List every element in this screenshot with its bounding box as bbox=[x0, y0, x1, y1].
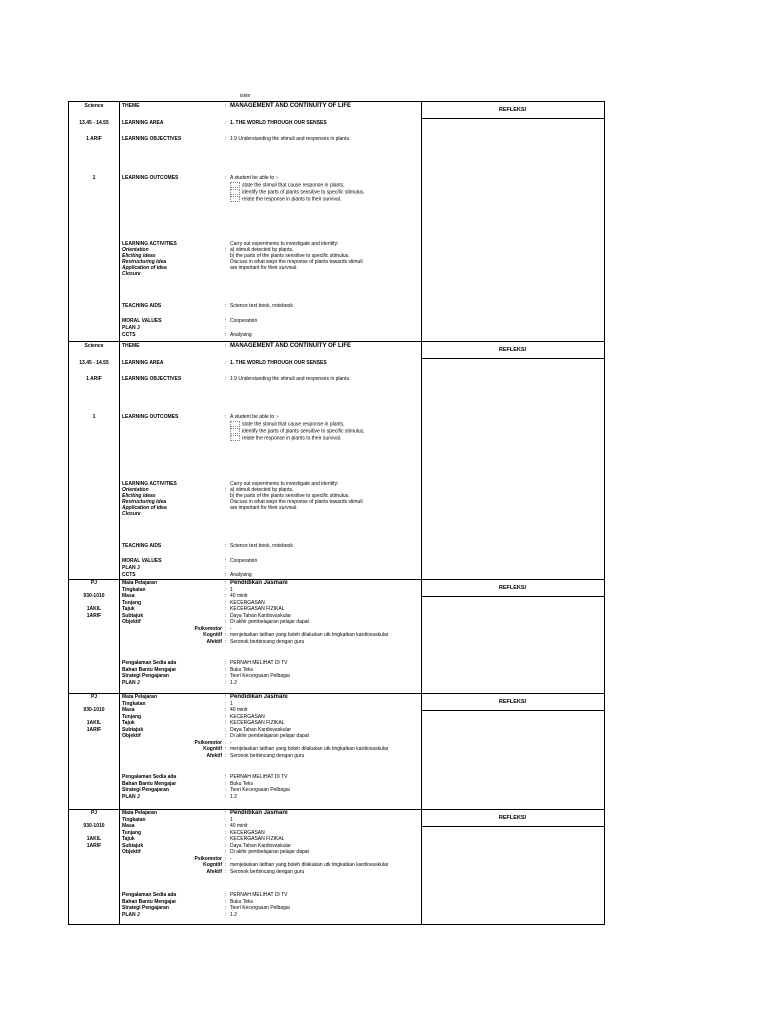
area-value: 1. THE WORLD THROUGH OUR SENSES bbox=[230, 360, 327, 366]
psikomotor-value: - bbox=[230, 739, 232, 746]
bahan-label: Bahan Bantu Mengajar bbox=[122, 780, 177, 787]
science-lesson-block: REFLEKSI Science THEME : MANAGEMENT AND CONTINUITY OF LIFE 13.45 - 14.55 LEARNING AREA : 1. THE WORLD THROUGH OUR SENSES 1 ARIF LEARNING OBJECTIVES : 1.9 Understanding the stimuli and responses in plants. 1 LEARNING OUTCOMES : A student be able to :- state the stimuli that cause response in plants, identify the parts of plants sensitive to specific stimulus, relate the response in plants to their survival. LEARNING ACTIVITIES Carry out experiments to investigate and identify: Orientation : a) stimuli detected by plants, Eliciting ideas b) the parts of the plants sensitive to specific stimulus. Restructuring idea Discuss in what ways the response of plants towards stimuli Application of idea are important for their survival. Closure TEACHING AIDS : Science text book, notebook MORAL VALUES : Cooperation PLAN J : CCTS : Analysing bbox=[68, 341, 605, 579]
pj-lesson-block: REFLEKSI PJ Mata Pelajaran : Pendidikan Jasmani Tingkatan : 1 930-1010 Masa : 40 minit Tunjang : KECERGASAN 1AKIL Tajuk : KECERGASAN FIZIKAL 1ARIF Subtajuk : Daya Tahan Kardiovaskular Objektif : Di akhir pembelajaran pelajar dapat Psikomotor : - Kognitif : menjelaskan latihan yang boleh dilakukan utk tingkatkan kardiovaskular Afektif : Seronok berbincang dengan guru Pengalaman Sedia ada : PERNAH MELIHAT DI TV Bahan Bantu Mengajar : Buku Teks Strategi Pengajaran : Teori Kecergasan Pelbagai PLAN J : 1.2 bbox=[68, 579, 605, 693]
area-label: LEARNING AREA bbox=[122, 360, 164, 366]
class: 1ARIF bbox=[86, 726, 102, 733]
psikomotor-label: Psikomotor bbox=[194, 855, 222, 862]
bahan-label: Bahan Bantu Mengajar bbox=[122, 666, 177, 673]
ccts-value: Analysing bbox=[230, 572, 252, 578]
refleksi-header: REFLEKSI bbox=[421, 810, 604, 827]
class: 1 ARIF bbox=[86, 136, 102, 142]
class: 1ARIF bbox=[86, 612, 102, 619]
time: 930-1010 bbox=[83, 593, 105, 599]
activities-line: a) stimuli detected by plants, bbox=[230, 487, 294, 493]
ccts-value: Analysing bbox=[230, 332, 252, 338]
activities-line: Discuss in what ways the response of plants towards stimuli bbox=[230, 259, 363, 265]
afektif-label: Afektif bbox=[206, 868, 222, 875]
theme-label: THEME bbox=[122, 103, 140, 109]
planj-value: 1.2 bbox=[230, 911, 237, 918]
subtajuk-value: Daya Tahan Kardiovaskular bbox=[230, 612, 292, 619]
kognitif-label: Kognitif bbox=[203, 632, 222, 638]
moral-value: Cooperation bbox=[230, 558, 258, 564]
activity-step: Application of idea bbox=[122, 265, 167, 271]
kognitif-label: Kognitif bbox=[203, 746, 222, 752]
pengalaman-label: Pengalaman Sedia ada bbox=[122, 660, 177, 666]
activities-line: are important for their survival. bbox=[230, 265, 298, 271]
afektif-label: Afektif bbox=[206, 638, 222, 645]
planj-label: PLAN J bbox=[122, 911, 140, 918]
tajuk-label: Tajuk bbox=[122, 606, 135, 612]
tingkatan-value: 1 bbox=[230, 700, 233, 707]
aids-label: TEACHING AIDS bbox=[122, 303, 162, 309]
outcome-item: relate the response in plants to their survival. bbox=[242, 435, 342, 442]
objektif-label: Objektif bbox=[122, 733, 141, 739]
tunjang-label: Tunjang bbox=[122, 713, 142, 720]
objektif-label: Objektif bbox=[122, 849, 141, 855]
planj-value: 1.2 bbox=[230, 679, 237, 686]
time: 13.45 - 14.55 bbox=[79, 120, 109, 126]
kognitif-value: menjelaskan latihan yang boleh dilakukan utk tingkatkan kardiovaskular bbox=[230, 632, 389, 638]
planj-label: PLAN J bbox=[122, 325, 140, 331]
subtajuk-label: Subtajuk bbox=[122, 612, 144, 619]
tunjang-value: KECERGASAN bbox=[230, 599, 265, 606]
tunjang-label: Tunjang bbox=[122, 829, 142, 836]
activities-line: Discuss in what ways the response of plants towards stimuli bbox=[230, 499, 363, 505]
objectives-label: LEARNING OBJECTIVES bbox=[122, 376, 182, 382]
kognitif-value: menjelaskan latihan yang boleh dilakukan utk tingkatkan kardiovaskular bbox=[230, 746, 389, 752]
subtajuk-value: Daya Tahan Kardiovaskular bbox=[230, 842, 292, 849]
pengalaman-label: Pengalaman Sedia ada bbox=[122, 774, 177, 780]
masa-label: Masa bbox=[122, 707, 135, 713]
objektif-value: Di akhir pembelajaran pelajar dapat bbox=[230, 619, 309, 625]
tingkatan-label: Tingkatan bbox=[122, 586, 146, 593]
pengalaman-value: PERNAH MELIHAT DI TV bbox=[230, 774, 288, 780]
mata-value: Pendidikan Jasmani bbox=[230, 580, 288, 586]
bahan-value: Buku Teks bbox=[230, 666, 253, 673]
moral-label: MORAL VALUES bbox=[122, 318, 162, 324]
lesson-plan-document bbox=[68, 92, 605, 925]
tunjang-value: KECERGASAN bbox=[230, 713, 265, 720]
objectives-label: LEARNING OBJECTIVES bbox=[122, 136, 182, 142]
class: 1AKIL bbox=[86, 720, 102, 726]
activity-step: Orientation bbox=[122, 487, 149, 493]
subject: Science bbox=[84, 103, 104, 109]
refleksi-header: REFLEKSI bbox=[421, 342, 604, 359]
psikomotor-value: - bbox=[230, 625, 232, 632]
class: 1 ARIF bbox=[86, 376, 102, 382]
tajuk-value: KECERGASAN FIZIKAL bbox=[230, 720, 285, 726]
objectives-value: 1.9 Understanding the stimuli and responses in plants. bbox=[230, 376, 351, 382]
outcome-item: state the stimuli that cause response in plants, bbox=[242, 421, 345, 428]
strategi-value: Teori Kecergasan Pelbagai bbox=[230, 905, 290, 911]
class: 1AKIL bbox=[86, 836, 102, 842]
aids-label: TEACHING AIDS bbox=[122, 543, 162, 549]
outcome-item: relate the response in plants to their survival. bbox=[242, 196, 342, 203]
time: 13.45 - 14.55 bbox=[79, 360, 109, 366]
bahan-value: Buku Teks bbox=[230, 780, 253, 787]
theme-value: MANAGEMENT AND CONTINUITY OF LIFE bbox=[230, 343, 351, 349]
subject: PJ bbox=[90, 810, 98, 816]
strategi-value: Teori Kecergasan Pelbagai bbox=[230, 673, 290, 679]
objectives-value: 1.9 Understanding the stimuli and responses in plants. bbox=[230, 136, 351, 142]
planj-label: PLAN J bbox=[122, 679, 140, 686]
masa-label: Masa bbox=[122, 823, 135, 829]
aids-value: Science text book, notebook bbox=[230, 543, 293, 549]
planj-label: PLAN J bbox=[122, 565, 140, 571]
subtajuk-value: Daya Tahan Kardiovaskular bbox=[230, 726, 292, 733]
refleksi-header: REFLEKSI bbox=[421, 102, 604, 119]
ccts-label: CCTS bbox=[122, 572, 136, 578]
masa-value: 40 minit bbox=[230, 707, 248, 713]
activities-line: b) the parts of the plants sensitive to specific stimulus. bbox=[230, 253, 350, 259]
activity-step: Restructuring idea bbox=[122, 499, 167, 505]
outcomes-intro: A student be able to :- bbox=[230, 175, 279, 181]
mata-value: Pendidikan Jasmani bbox=[230, 810, 288, 816]
masa-label: Masa bbox=[122, 593, 135, 599]
objektif-value: Di akhir pembelajaran pelajar dapat bbox=[230, 733, 309, 739]
activities-line: b) the parts of the plants sensitive to specific stimulus. bbox=[230, 493, 350, 499]
refleksi-header: REFLEKSI bbox=[421, 580, 604, 597]
outcome-number: 1 bbox=[92, 175, 96, 181]
aids-value: Science text book, notebook bbox=[230, 303, 293, 309]
mata-value: Pendidikan Jasmani bbox=[230, 694, 288, 700]
mata-label: Mata Pelajaran bbox=[122, 810, 158, 816]
mata-label: Mata Pelajaran bbox=[122, 694, 158, 700]
tingkatan-label: Tingkatan bbox=[122, 816, 146, 823]
tajuk-value: KECERGASAN FIZIKAL bbox=[230, 606, 285, 612]
day-label: isnin bbox=[240, 93, 251, 99]
activities-line: Carry out experiments to investigate and identify: bbox=[230, 481, 339, 487]
time: 930-1010 bbox=[83, 707, 105, 713]
afektif-value: Seronok berbincang dengan guru bbox=[230, 638, 305, 645]
psikomotor-label: Psikomotor bbox=[194, 739, 222, 746]
psikomotor-label: Psikomotor bbox=[194, 625, 222, 632]
planj-value: 1.2 bbox=[230, 793, 237, 800]
tunjang-label: Tunjang bbox=[122, 599, 142, 606]
afektif-value: Seronok berbincang dengan guru bbox=[230, 868, 305, 875]
area-label: LEARNING AREA bbox=[122, 120, 164, 126]
activity-step: Restructuring idea bbox=[122, 259, 167, 265]
outcome-item: identify the parts of plants sensitive to specific stimulus, bbox=[242, 189, 365, 196]
outcome-item: identify the parts of plants sensitive to specific stimulus, bbox=[242, 428, 365, 435]
activity-step: Eliciting ideas bbox=[122, 253, 156, 259]
masa-value: 40 minit bbox=[230, 593, 248, 599]
theme-label: THEME bbox=[122, 343, 140, 349]
kognitif-value: menjelaskan latihan yang boleh dilakukan utk tingkatkan kardiovaskular bbox=[230, 862, 389, 868]
activity-step: Eliciting ideas bbox=[122, 493, 156, 499]
pj-lesson-block: REFLEKSI PJ Mata Pelajaran : Pendidikan Jasmani Tingkatan : 1 930-1010 Masa : 40 minit Tunjang : KECERGASAN 1AKIL Tajuk : KECERGASAN FIZIKAL 1ARIF Subtajuk : Daya Tahan Kardiovaskular Objektif : Di akhir pembelajaran pelajar dapat Psikomotor : - Kognitif : menjelaskan latihan yang boleh dilakukan utk tingkatkan kardiovaskular Afektif : Seronok berbincang dengan guru Pengalaman Sedia ada : PERNAH MELIHAT DI TV Bahan Bantu Mengajar : Buku Teks Strategi Pengajaran : Teori Kecergasan Pelbagai PLAN J : 1.2 bbox=[68, 809, 605, 925]
outcomes-intro: A student be able to :- bbox=[230, 414, 279, 420]
tajuk-label: Tajuk bbox=[122, 836, 135, 842]
activity-step: Closure bbox=[122, 271, 141, 277]
subject: PJ bbox=[90, 694, 98, 700]
pengalaman-value: PERNAH MELIHAT DI TV bbox=[230, 892, 288, 898]
moral-label: MORAL VALUES bbox=[122, 558, 162, 564]
strategi-label: Strategi Pengajaran bbox=[122, 905, 169, 911]
subject: Science bbox=[84, 343, 104, 349]
strategi-label: Strategi Pengajaran bbox=[122, 787, 169, 793]
kognitif-label: Kognitif bbox=[203, 862, 222, 868]
ccts-label: CCTS bbox=[122, 332, 136, 338]
strategi-value: Teori Kecergasan Pelbagai bbox=[230, 787, 290, 793]
tajuk-value: KECERGASAN FIZIKAL bbox=[230, 836, 285, 842]
subtajuk-label: Subtajuk bbox=[122, 726, 144, 733]
subject: PJ bbox=[90, 580, 98, 586]
moral-value: Cooperation bbox=[230, 318, 258, 324]
activities-label: LEARNING ACTIVITIES bbox=[122, 481, 177, 487]
refleksi-header: REFLEKSI bbox=[421, 694, 604, 711]
subtajuk-label: Subtajuk bbox=[122, 842, 144, 849]
pengalaman-value: PERNAH MELIHAT DI TV bbox=[230, 660, 288, 666]
activity-step: Closure bbox=[122, 511, 141, 517]
objektif-label: Objektif bbox=[122, 619, 141, 625]
theme-value: MANAGEMENT AND CONTINUITY OF LIFE bbox=[230, 103, 351, 109]
afektif-label: Afektif bbox=[206, 752, 222, 759]
pj-lesson-block: REFLEKSI PJ Mata Pelajaran : Pendidikan Jasmani Tingkatan : 1 930-1010 Masa : 40 minit Tunjang : KECERGASAN 1AKIL Tajuk : KECERGASAN FIZIKAL 1ARIF Subtajuk : Daya Tahan Kardiovaskular Objektif : Di akhir pembelajaran pelajar dapat Psikomotor : - Kognitif : menjelaskan latihan yang boleh dilakukan utk tingkatkan kardiovaskular Afektif : Seronok berbincang dengan guru Pengalaman Sedia ada : PERNAH MELIHAT DI TV Bahan Bantu Mengajar : Buku Teks Strategi Pengajaran : Teori Kecergasan Pelbagai PLAN J : 1.2 bbox=[68, 693, 605, 809]
outcomes-label: LEARNING OUTCOMES bbox=[122, 414, 179, 420]
bahan-value: Buku Teks bbox=[230, 898, 253, 905]
class: 1AKIL bbox=[86, 606, 102, 612]
outcome-number: 1 bbox=[92, 414, 96, 420]
activities-line: a) stimuli detected by plants, bbox=[230, 247, 294, 253]
tingkatan-value: 1 bbox=[230, 816, 233, 823]
class: 1ARIF bbox=[86, 842, 102, 849]
objektif-value: Di akhir pembelajaran pelajar dapat bbox=[230, 849, 309, 855]
strategi-label: Strategi Pengajaran bbox=[122, 673, 169, 679]
pengalaman-label: Pengalaman Sedia ada bbox=[122, 892, 177, 898]
activity-step: Orientation bbox=[122, 247, 149, 253]
tingkatan-value: 1 bbox=[230, 586, 233, 593]
tunjang-value: KECERGASAN bbox=[230, 829, 265, 836]
activities-line: Carry out experiments to investigate and identify: bbox=[230, 241, 339, 247]
psikomotor-value: - bbox=[230, 855, 232, 862]
science-lesson-block: REFLEKSI Science THEME : MANAGEMENT AND CONTINUITY OF LIFE 13.45 - 14.55 LEARNING AREA : 1. THE WORLD THROUGH OUR SENSES 1 ARIF LEARNING OBJECTIVES : 1.9 Understanding the stimuli and responses in plants. 1 LEARNING OUTCOMES : A student be able to :- state the stimuli that cause response in plants, identify the parts of plants sensitive to specific stimulus, relate the response in plants to their survival. LEARNING ACTIVITIES Carry out experiments to investigate and identify: Orientation : a) stimuli detected by plants, Eliciting ideas b) the parts of the plants sensitive to specific stimulus. Restructuring idea Discuss in what ways the response of plants towards stimuli Application of idea are important for their survival. Closure TEACHING AIDS : Science text book, notebook MORAL VALUES : Cooperation PLAN J : CCTS : Analysing bbox=[68, 101, 605, 341]
bahan-label: Bahan Bantu Mengajar bbox=[122, 898, 177, 905]
planj-label: PLAN J bbox=[122, 793, 140, 800]
activities-line: are important for their survival. bbox=[230, 505, 298, 511]
activities-label: LEARNING ACTIVITIES bbox=[122, 241, 177, 247]
afektif-value: Seronok berbincang dengan guru bbox=[230, 752, 305, 759]
outcomes-label: LEARNING OUTCOMES bbox=[122, 175, 179, 181]
activity-step: Application of idea bbox=[122, 505, 167, 511]
mata-label: Mata Pelajaran bbox=[122, 580, 158, 586]
tajuk-label: Tajuk bbox=[122, 720, 135, 726]
tingkatan-label: Tingkatan bbox=[122, 700, 146, 707]
masa-value: 40 minit bbox=[230, 823, 248, 829]
outcome-item: state the stimuli that cause response in plants, bbox=[242, 182, 345, 189]
area-value: 1. THE WORLD THROUGH OUR SENSES bbox=[230, 120, 327, 126]
time: 930-1010 bbox=[83, 823, 105, 829]
